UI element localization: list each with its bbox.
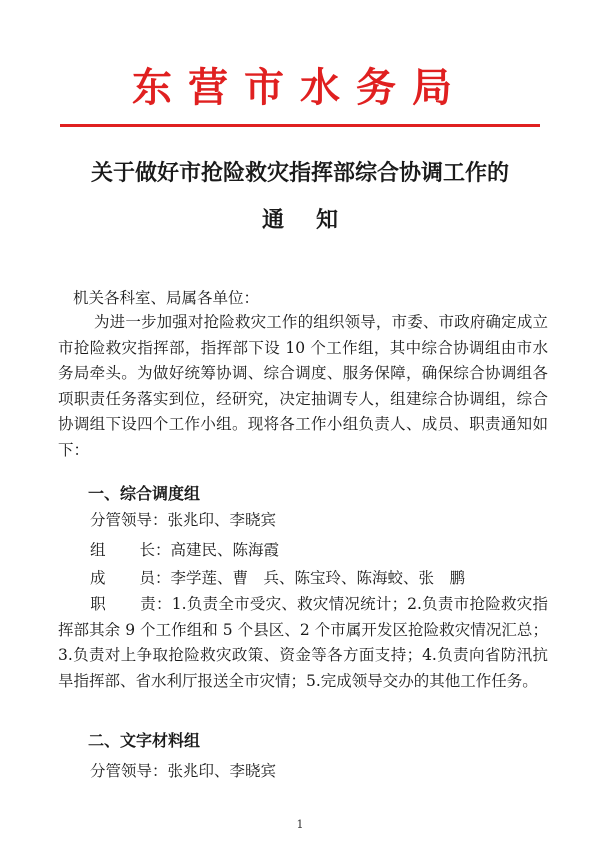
leaders-value: 张兆印、李晓宾 — [167, 511, 277, 529]
intro-paragraph: 为进一步加强对抢险救灾工作的组织领导，市委、市政府确定成立市抢险救灾指挥部，指挥部下设 10 个工作组，其中综合协调组由市水务局牵头。为做好统筹协调、综合调度、服务保障，确保综合协调组各项职责任务落实到位，经研究，决定抽调专人，组建综合协调组，综合协调组下设四个工作小组。现将各工作小组负责人、成员、职责通知如下： — [58, 313, 548, 459]
leaders-value: 张兆印、李晓宾 — [167, 762, 277, 780]
duties-label-2: 责： — [140, 595, 172, 613]
salutation: 机关各科室、局属各单位： — [73, 289, 260, 307]
duties-value: 1.负责全市受灾、救灾情况统计；2.负责市抢险救灾指挥部其余 9 个工作组和 5 个县区、2 个市属开发区抢险救灾情况汇总；3.负责对上争取抢险救灾政策、资金等各方面支持；4.负责向省防汛抗旱指挥部、省水利厅报送全市灾情；5.完成领导交办的其他工作任务。 — [58, 595, 548, 690]
section1-duties — [58, 592, 548, 694]
section1-members-row — [90, 565, 550, 591]
letterhead-red-rule — [60, 124, 540, 127]
members-label-1: 成 — [90, 569, 106, 587]
leaders-label: 分管领导： — [90, 511, 168, 529]
section-heading-2: 二、文字材料组 — [88, 731, 201, 750]
members-label-2: 员： — [139, 569, 171, 587]
heads-label-2: 长： — [139, 541, 171, 559]
heads-value: 高建民、陈海霞 — [170, 541, 280, 559]
page-number: 1 — [296, 818, 304, 831]
document-title-line1: 关于做好市抢险救灾指挥部综合协调工作的 — [90, 160, 509, 186]
letterhead-org-name: 东营市水务局 — [132, 64, 468, 111]
duties-label-1: 职 — [90, 595, 107, 613]
members-value: 李学莲、曹 兵、陈宝玲、陈海蛟、张 鹏 — [170, 569, 466, 587]
document-title-line2 — [0, 205, 600, 235]
section1-leaders-row — [90, 507, 550, 533]
document-title-char-2: 知 — [316, 207, 339, 233]
document-title-char-1: 通 — [261, 207, 284, 233]
leaders-label: 分管领导： — [90, 762, 168, 780]
section1-heads-row — [90, 537, 550, 563]
section-heading-1: 一、综合调度组 — [88, 484, 201, 503]
section2-leaders-row — [90, 758, 550, 784]
heads-label-1: 组 — [90, 541, 106, 559]
